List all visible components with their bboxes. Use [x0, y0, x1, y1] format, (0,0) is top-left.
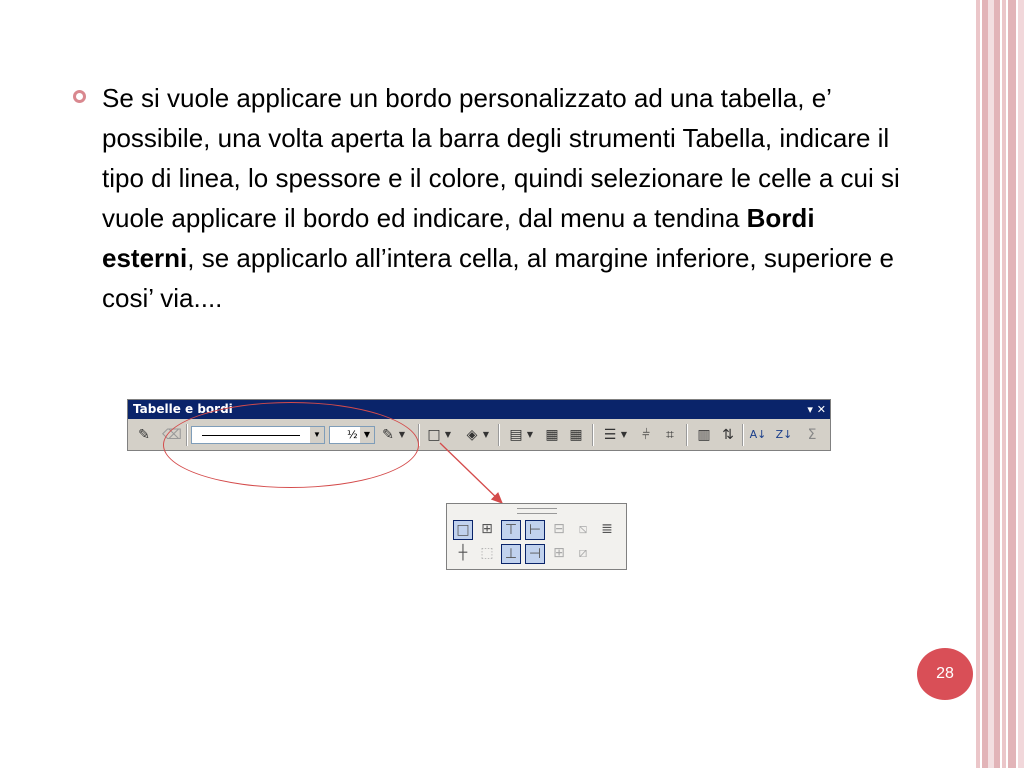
decor-stripe: [1008, 0, 1016, 768]
outside-border-icon[interactable]: □: [427, 427, 441, 443]
split-cells-icon[interactable]: ▦: [569, 427, 583, 443]
decor-stripe: [1002, 0, 1006, 768]
toolbar-separator: [686, 424, 688, 446]
insert-table-icon[interactable]: ▤: [509, 427, 523, 443]
autosum-icon[interactable]: Σ: [807, 427, 817, 443]
chevron-down-icon[interactable]: ▼: [620, 430, 628, 439]
chevron-down-icon[interactable]: ▼: [360, 427, 374, 443]
toolbar-title: Tabelle e bordi: [133, 402, 233, 416]
diagonal-down-border-icon[interactable]: ⧅: [578, 521, 588, 537]
toolbar-title-controls[interactable]: ▾ ✕: [807, 403, 826, 416]
annotation-ellipse: [163, 402, 419, 488]
body-text-part1: Se si vuole applicare un bordo personalizzato ad una tabella, e’ possibile, una volta aperta la barra degli strumenti Tabella, indicare il tipo di linea, lo spessore e il colore, quindi selezionare le celle a cui si vuole applicare il bordo ed indicare, dal menu a tendina: [102, 83, 900, 233]
right-border-icon[interactable]: ⊣: [525, 544, 545, 564]
chevron-down-icon[interactable]: ▼: [310, 427, 324, 443]
bullet-icon: [73, 90, 86, 103]
slide-body-text: [102, 78, 912, 318]
no-border-icon[interactable]: ⬚: [480, 545, 494, 561]
sort-descending-icon[interactable]: Z↓: [775, 428, 793, 441]
inside-vertical-border-icon[interactable]: ⊞: [553, 545, 565, 561]
merge-cells-icon[interactable]: ▦: [545, 427, 559, 443]
distribute-rows-icon[interactable]: ⫩: [641, 427, 651, 443]
body-text-bold: Bordi esterni: [102, 203, 815, 273]
bottom-border-icon[interactable]: ⊥: [501, 544, 521, 564]
shading-color-icon[interactable]: ◈: [466, 427, 478, 443]
text-direction-icon[interactable]: ⇅: [722, 427, 734, 443]
popup-drag-grip[interactable]: [517, 508, 557, 514]
all-borders-icon[interactable]: ⊞: [481, 521, 493, 537]
toolbar-separator: [742, 424, 744, 446]
eraser-icon[interactable]: ⌫: [162, 427, 182, 443]
page-number-badge: [917, 648, 973, 700]
border-color-pen-icon[interactable]: ✎: [382, 427, 394, 443]
draw-table-pencil-icon[interactable]: ✎: [138, 427, 150, 443]
outside-borders-icon[interactable]: □: [453, 520, 473, 540]
toolbar-separator: [498, 424, 500, 446]
chevron-down-icon[interactable]: ▼: [444, 430, 452, 439]
decor-stripe: [1018, 0, 1024, 768]
sort-ascending-icon[interactable]: A↓: [749, 428, 767, 441]
body-text-part2: , se applicarlo all’intera cella, al margine inferiore, superiore e cosi’ via....: [102, 243, 894, 313]
page-number: 28: [936, 665, 954, 682]
align-icon[interactable]: ☰: [603, 427, 617, 443]
chevron-down-icon[interactable]: ▼: [526, 430, 534, 439]
chevron-down-icon[interactable]: ▼: [398, 430, 406, 439]
inside-borders-icon[interactable]: ┼: [458, 545, 468, 561]
top-border-icon[interactable]: ⊤: [501, 520, 521, 540]
toolbar-separator: [592, 424, 594, 446]
horizontal-line-icon[interactable]: ≣: [601, 521, 613, 537]
table-autoformat-icon[interactable]: ▥: [697, 427, 711, 443]
borders-dropdown-popup: [446, 503, 627, 570]
line-weight-value: ½: [347, 428, 358, 441]
decor-stripe: [994, 0, 1000, 768]
left-border-icon[interactable]: ⊢: [525, 520, 545, 540]
decor-stripe: [976, 0, 980, 768]
diagonal-up-border-icon[interactable]: ⧄: [578, 545, 588, 561]
distribute-columns-icon[interactable]: ⌗: [666, 427, 674, 443]
inside-horizontal-border-icon[interactable]: ⊟: [553, 521, 565, 537]
chevron-down-icon[interactable]: ▼: [482, 430, 490, 439]
